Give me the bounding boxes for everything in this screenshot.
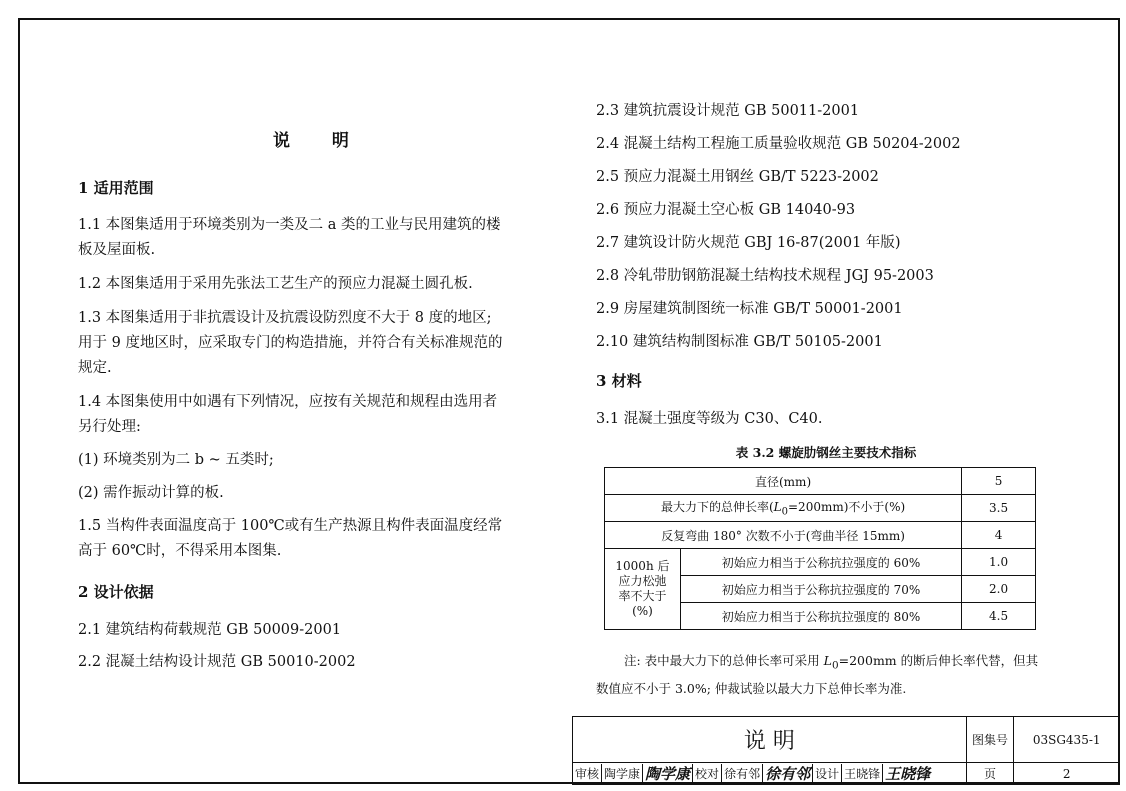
para-3-1: 3.1 混凝土强度等级为 C30、C40.: [596, 411, 823, 427]
ref-2-1: 2.1 建筑结构荷载规范 GB 50009-2001: [78, 622, 342, 638]
atlas-number-label: 图集号: [966, 717, 1014, 763]
para-1-3b: 用于 9 度地区时，应采取专门的构造措施，并符合有关标准规范的: [78, 335, 503, 351]
spec-table: [604, 467, 1036, 630]
table-cell: 反复弯曲 180° 次数不小于(弯曲半径 15mm): [605, 522, 962, 549]
left-column: [78, 120, 538, 672]
design-signature: 王晓锋: [885, 764, 931, 783]
para-1-5a: 1.5 当构件表面温度高于 100℃或有生产热源且构件表面温度经常: [78, 518, 503, 534]
atlas-number: 03SG435-1: [1014, 717, 1120, 763]
ref-2-9: 2.9 房屋建筑制图统一标准 GB/T 50001-2001: [596, 301, 903, 317]
para-1-1a: 1.1 本图集适用于环境类别为一类及二 a 类的工业与民用建筑的楼: [78, 217, 501, 233]
ref-2-2: 2.2 混凝土结构设计规范 GB 50010-2002: [78, 654, 356, 670]
table-cell: 3.5: [962, 495, 1036, 522]
table-note: 注: 表中最大力下的总伸长率可采用 $L_0=200mm$ 的断后伸长率代替，但其: [624, 653, 1039, 672]
para-1-2: 1.2 本图集适用于采用先张法工艺生产的预应力混凝土圆孔板.: [78, 276, 473, 292]
ref-2-6: 2.6 预应力混凝土空心板 GB 14040-93: [596, 202, 856, 218]
table-cell: 2.0: [962, 576, 1036, 603]
para-1-3c: 规定.: [78, 360, 112, 376]
ref-2-5: 2.5 预应力混凝土用钢丝 GB/T 5223-2002: [596, 169, 879, 185]
table-row: [605, 468, 1036, 495]
item-1: (1) 环境类别为二 b ~ 五类时;: [78, 452, 274, 468]
table-note-line-2: 数值应不小于 3.0%; 仲裁试验以最大力下总伸长率为准.: [596, 681, 907, 696]
review-label: 审核: [573, 764, 602, 784]
table-row: [605, 495, 1036, 522]
check-label: 校对: [693, 764, 722, 784]
table-cell: 初始应力相当于公称抗拉强度的 70%: [680, 576, 961, 603]
ref-2-8: 2.8 冷轧带肋钢筋混凝土结构技术规程 JGJ 95-2003: [596, 268, 934, 284]
page-number: 2: [1014, 763, 1120, 785]
table-caption: 表 3.2 螺旋肋钢丝主要技术指标: [735, 445, 917, 460]
table-cell: 最大力下的总伸长率$(L_0=200mm)$不小于(%): [605, 495, 962, 522]
section-3-heading: 3 材料: [596, 372, 642, 390]
title-block-title: 说 明: [573, 717, 967, 763]
design-label: 设计: [813, 764, 842, 784]
table-group-cell: 1000h 后 应力松弛 率不大于 (%): [605, 549, 681, 630]
signature-row: [573, 763, 967, 785]
para-1-4a: 1.4 本图集使用中如遇有下列情况，应按有关规范和规程由选用者: [78, 394, 498, 410]
table-cell: 初始应力相当于公称抗拉强度的 80%: [680, 603, 961, 630]
check-name: 徐有邻: [722, 764, 763, 784]
para-1-5b: 高于 60℃时，不得采用本图集.: [78, 543, 282, 559]
item-2: (2) 需作振动计算的板.: [78, 485, 224, 501]
check-signature: 徐有邻: [763, 764, 813, 784]
table-cell: 1.0: [962, 549, 1036, 576]
right-column: [596, 96, 1066, 461]
table-cell: 4: [962, 522, 1036, 549]
ref-2-3: 2.3 建筑抗震设计规范 GB 50011-2001: [596, 103, 860, 119]
section-2-heading: 2 设计依据: [78, 583, 154, 601]
review-signature: 陶学康: [643, 764, 693, 784]
table-cell: 4.5: [962, 603, 1036, 630]
table-cell: 初始应力相当于公称抗拉强度的 60%: [680, 549, 961, 576]
table-cell: 5: [962, 468, 1036, 495]
page-label: 页: [966, 763, 1014, 785]
ref-2-4: 2.4 混凝土结构工程施工质量验收规范 GB 50204-2002: [596, 136, 961, 152]
section-1-heading: 1 适用范围: [78, 179, 154, 197]
ref-2-10: 2.10 建筑结构制图标准 GB/T 50105-2001: [596, 334, 883, 350]
review-name: 陶学康: [602, 764, 643, 784]
para-1-3a: 1.3 本图集适用于非抗震设计及抗震设防烈度不大于 8 度的地区;: [78, 310, 492, 326]
table-row: [605, 522, 1036, 549]
design-name: 王晓锋: [842, 764, 883, 784]
ref-2-7: 2.7 建筑设计防火规范 GBJ 16-87(2001 年版): [596, 235, 901, 251]
para-1-4b: 另行处理:: [78, 419, 141, 435]
title-block: [572, 716, 1120, 785]
table-row: [605, 549, 1036, 576]
para-1-1b: 板及屋面板.: [78, 242, 156, 258]
table-cell: 直径(mm): [605, 468, 962, 495]
page-title: 说 明: [273, 131, 367, 151]
